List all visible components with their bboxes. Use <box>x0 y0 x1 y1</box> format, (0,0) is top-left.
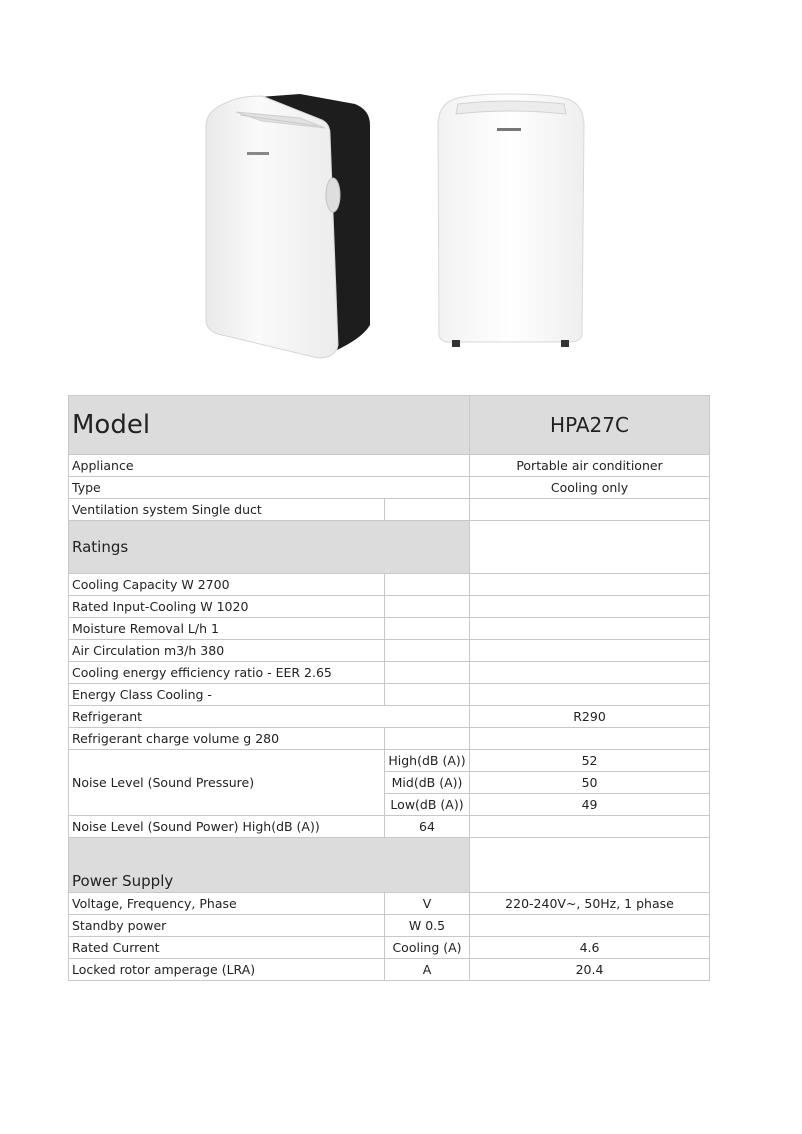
noise-mid-unit: Mid(dB (A)) <box>385 772 470 794</box>
eer-label: Cooling energy efficiency ratio - EER 2.65 <box>69 662 385 684</box>
empty-cell <box>470 838 710 893</box>
empty-cell <box>385 684 470 706</box>
empty-cell <box>385 662 470 684</box>
empty-cell <box>470 596 710 618</box>
empty-cell <box>470 618 710 640</box>
air-circulation-label: Air Circulation m3/h 380 <box>69 640 385 662</box>
type-label: Type <box>69 477 470 499</box>
empty-cell <box>385 574 470 596</box>
empty-cell <box>385 596 470 618</box>
lra-value: 20.4 <box>470 959 710 981</box>
lra-unit: A <box>385 959 470 981</box>
noise-mid-value: 50 <box>470 772 710 794</box>
power-supply-section-label: Power Supply <box>69 838 470 893</box>
rated-input-label: Rated Input-Cooling W 1020 <box>69 596 385 618</box>
empty-cell <box>385 640 470 662</box>
model-value: HPA27C <box>470 396 710 455</box>
standby-label: Standby power <box>69 915 385 937</box>
rated-current-unit: Cooling (A) <box>385 937 470 959</box>
product-photos <box>0 0 802 380</box>
noise-high-unit: High(dB (A)) <box>385 750 470 772</box>
ventilation-unit <box>385 499 470 521</box>
model-label: Model <box>69 396 470 455</box>
noise-pressure-label: Noise Level (Sound Pressure) <box>69 750 385 816</box>
standby-unit: W 0.5 <box>385 915 470 937</box>
empty-cell <box>470 574 710 596</box>
empty-cell <box>470 640 710 662</box>
moisture-removal-label: Moisture Removal L/h 1 <box>69 618 385 640</box>
cooling-capacity-label: Cooling Capacity W 2700 <box>69 574 385 596</box>
noise-high-value: 52 <box>470 750 710 772</box>
appliance-value: Portable air conditioner <box>470 455 710 477</box>
type-value: Cooling only <box>470 477 710 499</box>
ventilation-label: Ventilation system Single duct <box>69 499 385 521</box>
rated-current-label: Rated Current <box>69 937 385 959</box>
voltage-value: 220-240V~, 50Hz, 1 phase <box>470 893 710 915</box>
lra-label: Locked rotor amperage (LRA) <box>69 959 385 981</box>
appliance-label: Appliance <box>69 455 470 477</box>
empty-cell <box>470 662 710 684</box>
empty-cell <box>470 816 710 838</box>
empty-cell <box>385 618 470 640</box>
noise-power-value: 64 <box>385 816 470 838</box>
empty-cell <box>385 728 470 750</box>
ratings-value <box>470 521 710 574</box>
noise-low-unit: Low(dB (A)) <box>385 794 470 816</box>
empty-cell <box>470 728 710 750</box>
rated-current-value: 4.6 <box>470 937 710 959</box>
refrigerant-value: R290 <box>470 706 710 728</box>
ratings-section-label: Ratings <box>69 521 470 574</box>
empty-cell <box>470 684 710 706</box>
energy-class-label: Energy Class Cooling - <box>69 684 385 706</box>
empty-cell <box>470 915 710 937</box>
refrigerant-label: Refrigerant <box>69 706 470 728</box>
refrigerant-charge-label: Refrigerant charge volume g 280 <box>69 728 385 750</box>
ventilation-value <box>470 499 710 521</box>
voltage-label: Voltage, Frequency, Phase <box>69 893 385 915</box>
noise-low-value: 49 <box>470 794 710 816</box>
noise-power-label: Noise Level (Sound Power) High(dB (A)) <box>69 816 385 838</box>
voltage-unit: V <box>385 893 470 915</box>
portable-ac-angled-image <box>0 0 802 380</box>
spec-table <box>68 395 710 981</box>
